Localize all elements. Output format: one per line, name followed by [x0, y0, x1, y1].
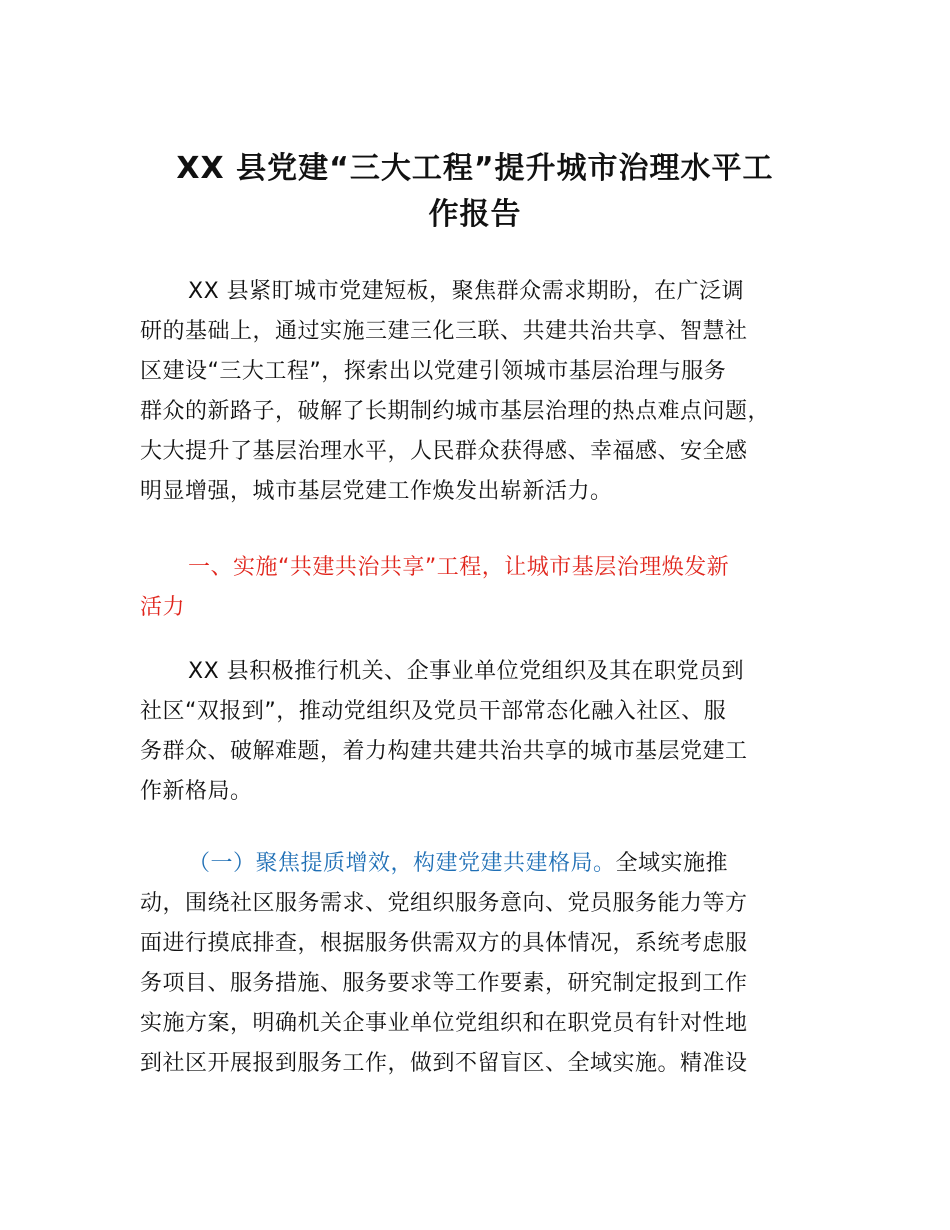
- section-1-line: 作新格局。: [140, 779, 253, 804]
- intro-line: 大大提升了基层治理水平，人民群众获得感、幸福感、安全感: [140, 439, 748, 464]
- section-1-line: 社区“双报到”，推动党组织及党员干部常态化融入社区、服: [140, 699, 727, 724]
- subsection-1-line: 实施方案，明确机关企事业单位党组织和在职党员有针对性地: [140, 1011, 748, 1036]
- intro-line: 明显增强，城市基层党建工作焕发出崭新活力。: [140, 479, 613, 504]
- intro-paragraph: [140, 272, 830, 512]
- document-title: [140, 146, 810, 238]
- section-1-line: XX 县积极推行机关、企事业单位党组织及其在职党员到: [188, 659, 745, 684]
- intro-line: 区建设“三大工程”，探索出以党建引领城市基层治理与服务: [140, 359, 727, 384]
- title-line-1: XX 县党建“三大工程”提升城市治理水平工: [176, 151, 774, 186]
- subsection-1-line: 动，围绕社区服务需求、党组织服务意向、党员服务能力等方: [140, 891, 748, 916]
- subsection-1-first-line: [140, 844, 830, 884]
- subsection-1-line: 到社区开展报到服务工作，做到不留盲区、全域实施。精准设: [140, 1051, 748, 1076]
- title-line-2: 作报告: [428, 197, 522, 232]
- intro-line: 群众的新路子，破解了长期制约城市基层治理的热点难点问题，: [140, 399, 771, 424]
- section-1-heading-line: 活力: [140, 595, 186, 620]
- intro-line: XX 县紧盯城市党建短板，聚焦群众需求期盼，在广泛调: [188, 279, 745, 304]
- subsection-1-line: 面进行摸底排查，根据服务供需双方的具体情况，系统考虑服: [140, 931, 748, 956]
- subsection-1-line: 务项目、服务措施、服务要求等工作要素，研究制定报到工作: [140, 971, 748, 996]
- subsection-1-paragraph: [140, 844, 830, 1084]
- subsection-1-heading: （一）聚焦提质增效，构建党建共建格局。: [188, 851, 616, 876]
- intro-line: 研的基础上，通过实施三建三化三联、共建共治共享、智慧社: [140, 319, 748, 344]
- section-1-line: 务群众、破解难题，着力构建共建共治共享的城市基层党建工: [140, 739, 748, 764]
- section-1-heading: [140, 548, 830, 628]
- subsection-1-first-line-rest: 全域实施推: [615, 851, 729, 876]
- section-1-paragraph: [140, 652, 830, 812]
- section-1-heading-line: 一、实施“共建共治共享”工程，让城市基层治理焕发新: [188, 555, 730, 580]
